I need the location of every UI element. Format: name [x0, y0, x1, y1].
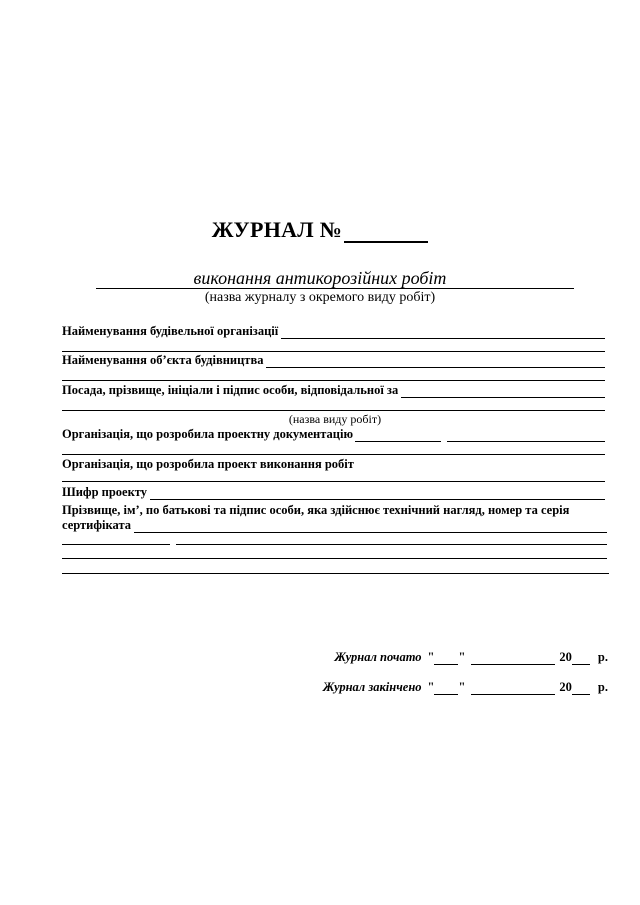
- finished-year-blank[interactable]: [572, 682, 590, 695]
- builder-org-field: [62, 323, 605, 339]
- supervisor-extra-line-3[interactable]: [62, 573, 609, 574]
- close-quote: ": [458, 650, 466, 664]
- finished-month-blank[interactable]: [471, 682, 555, 695]
- supervisor-extra-line-1b[interactable]: [176, 544, 607, 545]
- finished-day-blank[interactable]: [434, 682, 458, 695]
- design-org-label: Організація, що розробила проектну документацію: [62, 427, 354, 441]
- object-name-label: Найменування об’єкта будівництва: [62, 353, 264, 367]
- execution-project-org-field: [62, 456, 605, 472]
- year-prefix: 20: [559, 650, 572, 664]
- execution-project-org-label: Організація, що розробила проект виконання робіт: [62, 457, 354, 471]
- design-org-extra-line[interactable]: [62, 454, 605, 455]
- open-quote: ": [427, 680, 435, 694]
- journal-started-label: Журнал почато: [334, 650, 422, 664]
- journal-title: [0, 217, 640, 243]
- responsible-person-blank[interactable]: [401, 384, 605, 398]
- started-year-blank[interactable]: [572, 652, 590, 665]
- supervisor-blank[interactable]: [134, 520, 607, 533]
- object-name-blank[interactable]: [266, 354, 605, 368]
- journal-title-label: ЖУРНАЛ №: [211, 217, 343, 242]
- year-suffix: р.: [597, 650, 608, 664]
- responsible-person-field: [62, 382, 605, 398]
- project-code-blank[interactable]: [150, 486, 605, 500]
- started-month-blank[interactable]: [471, 652, 555, 665]
- journal-number-blank[interactable]: [344, 219, 428, 243]
- supervisor-label-line2: сертифіката: [62, 518, 131, 532]
- journal-type-hint: (назва журналу з окремого виду робіт): [204, 290, 436, 305]
- journal-type-text: виконання антикорозійних робіт: [193, 268, 447, 288]
- work-type-hint: (назва виду робіт): [288, 412, 382, 426]
- close-quote: ": [458, 680, 466, 694]
- builder-org-blank[interactable]: [281, 325, 605, 339]
- supervisor-extra-line-2[interactable]: [62, 558, 607, 559]
- open-quote: ": [427, 650, 435, 664]
- builder-org-label: Найменування будівельної організації: [62, 324, 279, 338]
- design-org-blank-1[interactable]: [355, 428, 441, 442]
- supervisor-extra-line-1a[interactable]: [62, 544, 170, 545]
- journal-started-row: [335, 650, 608, 665]
- design-org-field: [62, 426, 605, 442]
- object-name-field: [62, 352, 605, 368]
- year-suffix: р.: [597, 680, 608, 694]
- execution-project-org-line[interactable]: [62, 481, 605, 482]
- journal-finished-label: Журнал закінчено: [322, 680, 422, 694]
- responsible-person-label: Посада, прізвище, ініціали і підпис особи, відповідальної за: [62, 383, 399, 397]
- project-code-label: Шифр проекту: [62, 485, 148, 499]
- responsible-person-extra-line[interactable]: [62, 410, 605, 411]
- object-name-extra-line[interactable]: [62, 380, 605, 381]
- project-code-field: [62, 484, 605, 500]
- year-prefix: 20: [559, 680, 572, 694]
- supervisor-field: [62, 503, 607, 533]
- design-org-blank-2[interactable]: [447, 428, 605, 442]
- journal-finished-row: [323, 680, 608, 695]
- supervisor-label-line1: Прізвище, ім’, по батькові та підпис особи, яка здійснює технічний нагляд, номер та серія: [62, 503, 570, 517]
- started-day-blank[interactable]: [434, 652, 458, 665]
